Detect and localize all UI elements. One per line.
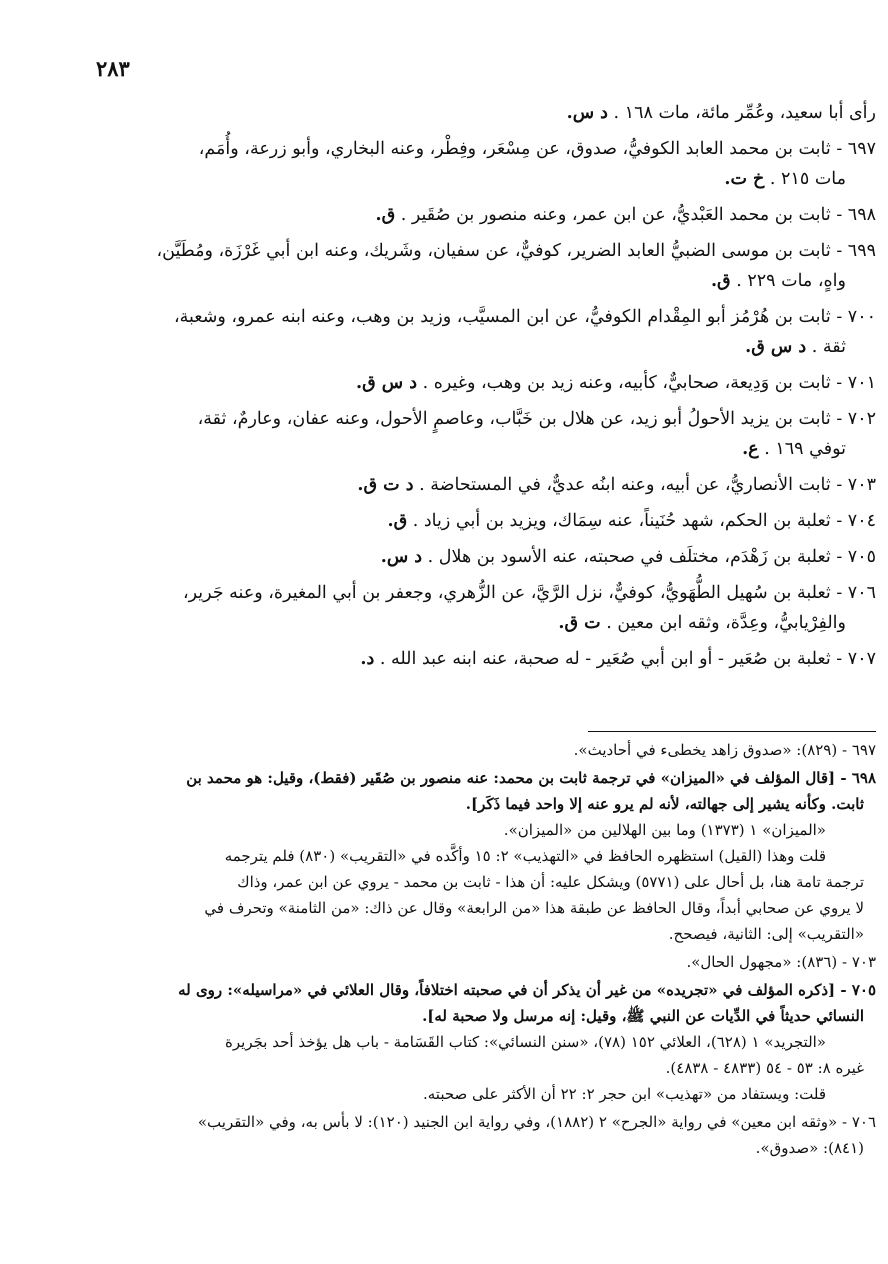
biography-entry (100, 368, 876, 398)
entry-line (100, 644, 876, 674)
entry-text: ٧٠٦ - ثعلبة بن سُهيل الطُّهَويُّ، كوفيٌّ، نزل الرَّيَّ، عن الزُّهري، وجعفر بن أبي المغيرة، وعنه جَرير، (182, 583, 876, 603)
source-code: ق. (387, 511, 408, 531)
biography-entry (100, 200, 876, 230)
source-code: د س ق. (745, 337, 807, 357)
entry-line (100, 578, 876, 608)
entry-line (100, 506, 876, 536)
entry-text: ٦٩٧ - ثابت بن محمد العابد الكوفيُّ، صدوق، عن مِسْعَر، وفِطْر، وعنه البخاري، وأبو زرعة، وأُمَم، (198, 139, 876, 159)
entry-line (100, 368, 876, 398)
biography-entry (100, 404, 876, 464)
entry-text: واهٍ، مات ٢٢٩ . (736, 271, 846, 291)
entry-line (100, 302, 876, 332)
entry-line (100, 434, 876, 464)
entry-text: ٧٠١ - ثابت بن وَدِيعة، صحابيٌّ، كأبيه، وعنه زيد بن وهب، وغيره . (422, 373, 876, 393)
entry-text: مات ٢١٥ . (769, 169, 846, 189)
entry-line (100, 164, 876, 194)
biography-entry (100, 506, 876, 536)
footnote-line: ثابت. وكأنه يشير إلى جهالته، لأنه لم يرو عنه إلا واحد فيما ذَكَر]. (465, 795, 864, 813)
footnote-divider (588, 731, 876, 732)
footnote-line: «الميزان» ١ (١٣٧٣) وما بين الهلالين من «الميزان». (503, 821, 826, 839)
footnote-line: غيره ٨: ٥٣ - ٥٤ (٤٨٣٣ - ٤٨٣٨). (665, 1059, 864, 1077)
biography-entry (100, 470, 876, 500)
footnote (100, 977, 876, 1107)
entry-line (100, 542, 876, 572)
biography-entry (100, 644, 876, 674)
footnotes (100, 737, 876, 1163)
footnote-line: قلت وهذا (القيل) استظهره الحافظ في «التهذيب» ٢: ١٥ وأكَّده في «التقريب» (٨٣٠) فلم يترجمه (224, 847, 826, 865)
footnote (100, 765, 876, 947)
biography-entry (100, 542, 876, 572)
entry-line (100, 134, 876, 164)
footnote-line: لا يروي عن صحابي أبداً، وقال الحافظ عن طبقة هذا «من الرابعة» وقال عن ذاك: «من الثامنة» وتحرف في (204, 899, 864, 917)
footnote-line: «التقريب» إلى: الثانية، فيصحح. (668, 925, 864, 943)
source-code: د ت ق. (357, 475, 414, 495)
source-code: د س ق. (356, 373, 418, 393)
entry-text: توفي ١٦٩ . (764, 439, 846, 459)
biography-entry (100, 302, 876, 362)
footnote-line: ٦٩٧ - (٨٢٩): «صدوق زاهد يخطىء في أحاديث». (573, 741, 876, 759)
footnote (100, 737, 876, 763)
footnote-line: ٧٠٦ - «وثقه ابن معين» في رواية «الجرح» ٢ (١٨٨٢)، وفي رواية ابن الجنيد (١٢٠): لا بأس به، وفي «التقريب» (197, 1113, 876, 1131)
entry-line (100, 608, 876, 638)
footnote-line: النسائي حديثاً في الدِّيات عن النبي ﷺ، وقيل: إنه مرسل ولا صحبة له]. (422, 1007, 864, 1025)
entry-line (100, 470, 876, 500)
source-code: ق. (710, 271, 731, 291)
entry-text: ٧٠٥ - ثعلبة بن زَهْدَم، مختلَف في صحبته، عنه الأسود بن هلال . (427, 547, 876, 567)
entry-text: ٧٠٣ - ثابت الأنصاريُّ، عن أبيه، وعنه ابنُه عديٌّ، في المستحاضة . (419, 475, 876, 495)
footnote-line: ٧٠٥ - [ذكره المؤلف في «تجريده» من غير أن يذكر أن في صحبته اختلافاً، وقال العلائي في «مراسيله»: روى له (178, 981, 876, 999)
footnote (100, 949, 876, 975)
entry-line (100, 236, 876, 266)
entry-text: ٧٠٠ - ثابت بن هُرْمُز أبو المِقْدام الكوفيُّ، عن ابن المسيَّب، وزيد بن وهب، وعنه ابنه عمرو، وشعبة، (173, 307, 876, 327)
biography-entry (100, 134, 876, 194)
source-code: د س. (566, 103, 608, 123)
entry-text: ٦٩٩ - ثابت بن موسى الضبيُّ العابد الضرير، كوفيٌّ، عن سفيان، وشَريك، وعنه ابن أبي غَرْزَة، ومُطَيَّن، (156, 241, 876, 261)
footnote-line: ٦٩٨ - [قال المؤلف في «الميزان» في ترجمة ثابت بن محمد: عنه منصور بن صُقَير (فقط)، وقيل: هو محمد بن (186, 769, 876, 787)
main-text (100, 98, 876, 680)
entry-text: ٧٠٢ - ثابت بن يزيد الأحولُ أبو زيد، عن هلال بن خَبَّاب، وعاصمٍ الأحول، وعنه عفان، وعارمٌ، ثقة، (197, 409, 876, 429)
source-code: د س. (380, 547, 423, 567)
entry-line (100, 266, 876, 296)
footnote-line: ترجمة تامة هنا، بل أحال على (٥٧٧١) ويشكل عليه: أن هذا - ثابت بن محمد - يروي عن ابن عمر، وذاك (237, 873, 864, 891)
footnote-line: ٧٠٣ - (٨٣٦): «مجهول الحال». (686, 953, 876, 971)
source-code: د. (360, 649, 375, 669)
page-number: ٢٨٣ (96, 56, 130, 81)
source-code: خ ت. (724, 169, 765, 189)
entry-text: ثقة . (811, 337, 846, 357)
entry-line (100, 200, 876, 230)
entry-line (100, 404, 876, 434)
footnote-line: قلت: ويستفاد من «تهذيب» ابن حجر ٢: ٢٢ أن الأكثر على صحبته. (423, 1085, 826, 1103)
entry-line (100, 332, 876, 362)
source-code: ت ق. (558, 613, 601, 633)
entry-text: ٧٠٤ - ثعلبة بن الحكم، شهد حُنَيناً، عنه سِمَاك، ويزيد بن أبي زياد . (412, 511, 876, 531)
biography-entry (100, 578, 876, 638)
biography-entry (100, 98, 876, 128)
footnote-line: «التجريد» ١ (٦٢٨)، العلائي ١٥٢ (٧٨)، «سنن النسائي»: كتاب القَسَامة - باب هل يؤخذ أحد بجَريرة (225, 1033, 826, 1051)
source-code: ق. (375, 205, 396, 225)
entry-text: والفِرْيابيُّ، وعِدَّة، وثقه ابن معين . (606, 613, 846, 633)
source-code: ع. (742, 439, 759, 459)
footnote-line: (٨٤١): «صدوق». (755, 1139, 864, 1157)
entry-text: رأى أبا سعيد، وعُمِّر مائة، مات ١٦٨ . (613, 103, 876, 123)
entry-text: ٧٠٧ - ثعلبة بن صُعَير - أو ابن أبي صُعَير - له صحبة، عنه ابنه عبد الله . (379, 649, 876, 669)
entry-line (100, 98, 876, 128)
entry-text: ٦٩٨ - ثابت بن محمد العَبْديُّ، عن ابن عمر، وعنه منصور بن صُقَير . (400, 205, 876, 225)
footnote (100, 1109, 876, 1161)
biography-entry (100, 236, 876, 296)
